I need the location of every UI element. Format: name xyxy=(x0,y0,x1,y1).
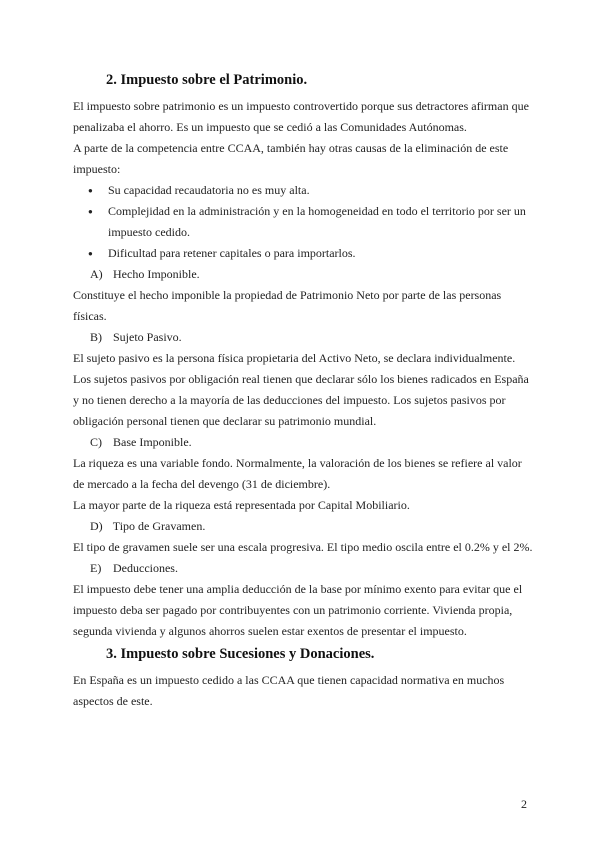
subheading-c xyxy=(90,432,533,453)
subheading-e-label: E) xyxy=(90,561,102,575)
list-item: ● Su capacidad recaudatoria no es muy alta. xyxy=(73,180,533,201)
causes-list xyxy=(73,180,533,264)
subheading-c-title: Base Imponible. xyxy=(113,435,192,449)
subheading-b xyxy=(90,327,533,348)
subheading-e-title: Deducciones. xyxy=(113,561,178,575)
page-content xyxy=(73,70,533,712)
subheading-c-label: C) xyxy=(90,435,102,449)
list-item: ● Dificultad para retener capitales o para importarlos. xyxy=(73,243,533,264)
subheading-a-label: A) xyxy=(90,267,103,281)
section-2-intro-2: A parte de la competencia entre CCAA, también hay otras causas de la eliminación de este impuesto: xyxy=(73,141,509,176)
deducciones-text: El impuesto debe tener una amplia deducción de la base por mínimo exento para evitar que el impuesto deba ser pagado por contribuyentes con un patrimonio corriente. Vivienda propia, segunda vivienda y algunos ahorros suelen estar exentos de presentar el impuesto. xyxy=(73,582,523,638)
tipo-gravamen-text: El tipo de gravamen suele ser una escala progresiva. El tipo medio oscila entre el 0.2% y el 2%. xyxy=(73,540,533,554)
subheading-a-title: Hecho Imponible. xyxy=(113,267,200,281)
section-3-heading: 3. Impuesto sobre Sucesiones y Donaciones. xyxy=(106,646,375,662)
subheading-b-title: Sujeto Pasivo. xyxy=(113,330,182,344)
subheading-e xyxy=(90,558,533,579)
section-2-heading: 2. Impuesto sobre el Patrimonio. xyxy=(106,72,308,88)
page-number: 2 xyxy=(521,797,527,811)
sujeto-pasivo-text-1: El sujeto pasivo es la persona física propietaria del Activo Neto, se declara individualmente. xyxy=(73,351,516,365)
list-item: ● Complejidad en la administración y en la homogeneidad en todo el territorio por ser un impuesto cedido. xyxy=(73,201,533,243)
subheading-d-label: D) xyxy=(90,519,103,533)
subheading-d-title: Tipo de Gravamen. xyxy=(112,519,206,533)
subheading-a xyxy=(90,264,533,285)
base-imponible-text-1: La riqueza es una variable fondo. Normalmente, la valoración de los bienes se refiere al valor de mercado a la fecha del devengo (31 de diciembre). xyxy=(73,456,522,491)
section-3-text: En España es un impuesto cedido a las CCAA que tienen capacidad normativa en muchos aspectos de este. xyxy=(73,673,505,708)
base-imponible-text-2: La mayor parte de la riqueza está representada por Capital Mobiliario. xyxy=(73,498,410,512)
hecho-imponible-text: Constituye el hecho imponible la propiedad de Patrimonio Neto por parte de las personas físicas. xyxy=(73,288,502,323)
section-2-intro-1: El impuesto sobre patrimonio es un impuesto controvertido porque sus detractores afirman que penalizaba el ahorro. Es un impuesto que se cedió a las Comunidades Autónomas. xyxy=(73,99,529,134)
subheading-d xyxy=(90,516,533,537)
sujeto-pasivo-text-2: Los sujetos pasivos por obligación real tienen que declarar sólo los bienes radicados en España y no tienen derecho a la mayoría de las deducciones del impuesto. Los sujetos pasivos por obligación personal tienen que declarar su patrimonio mundial. xyxy=(73,372,529,428)
subheading-b-label: B) xyxy=(90,330,102,344)
